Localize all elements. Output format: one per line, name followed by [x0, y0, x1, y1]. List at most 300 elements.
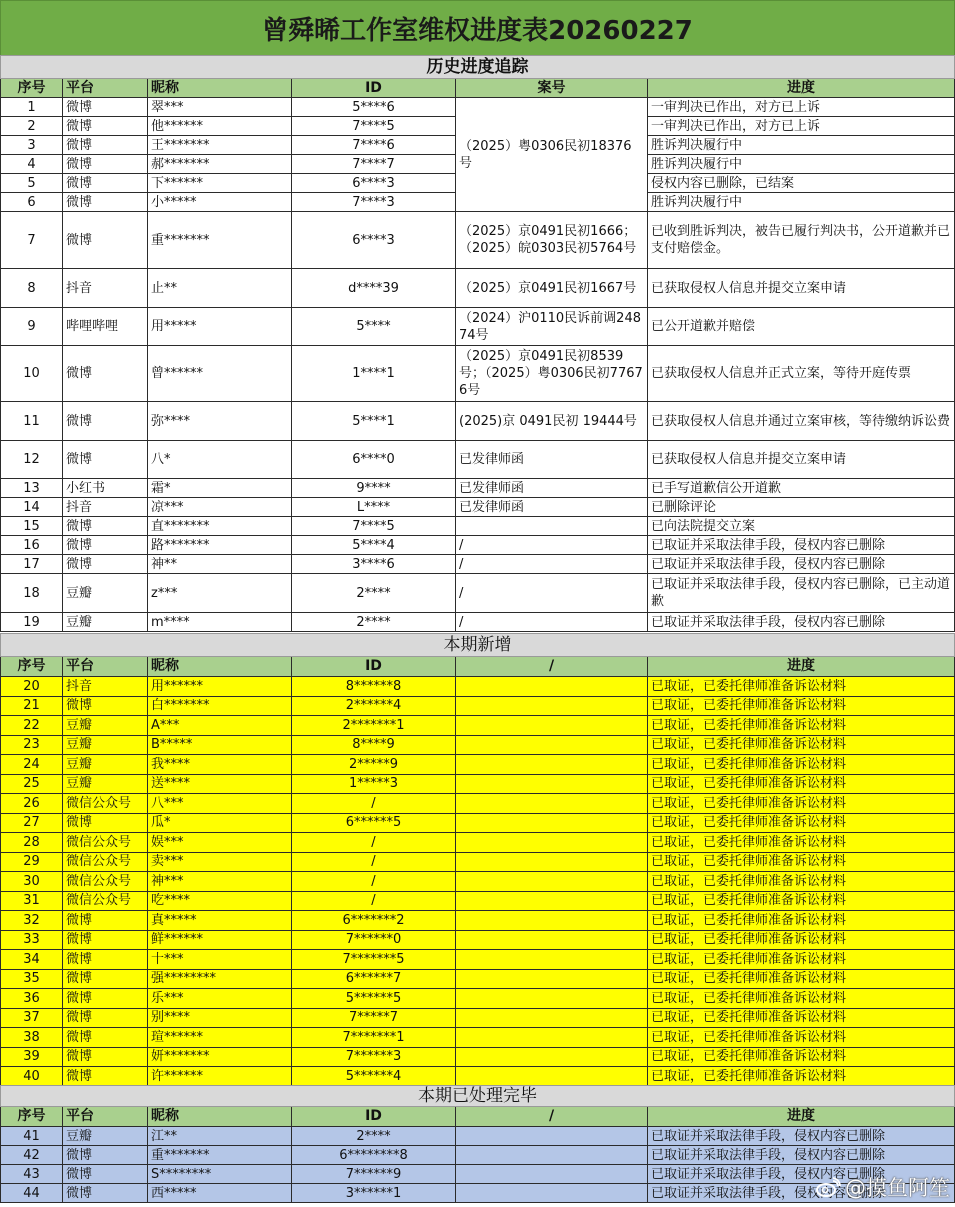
nickname-cell: 瑄****** [148, 1028, 292, 1048]
table-row [1, 1127, 955, 1146]
id-cell: d****39 [292, 269, 456, 308]
col-slash: / [456, 1107, 648, 1127]
row-number: 15 [1, 517, 63, 536]
row-number: 19 [1, 613, 63, 632]
nickname-cell: B***** [148, 735, 292, 755]
slash-cell [456, 989, 648, 1009]
nickname-cell: 别**** [148, 1008, 292, 1028]
progress-cell: 已取证并采取法律手段，侵权内容已删除 [648, 536, 955, 555]
slash-cell [456, 735, 648, 755]
slash-cell [456, 1165, 648, 1184]
row-number: 36 [1, 989, 63, 1009]
progress-cell: 已取证并采取法律手段，侵权内容已删除 [648, 1146, 955, 1165]
nickname-cell: 西***** [148, 1184, 292, 1203]
table-row [1, 346, 955, 402]
nickname-cell: 鲜****** [148, 930, 292, 950]
nickname-cell: 八* [148, 441, 292, 479]
slash-cell [456, 813, 648, 833]
progress-cell: 已公开道歉并赔偿 [648, 308, 955, 346]
done-table [0, 1085, 955, 1203]
progress-cell: 已取证，已委托律师准备诉讼材料 [648, 989, 955, 1009]
col-nickname: 昵称 [148, 79, 292, 98]
progress-cell: 已取证，已委托律师准备诉讼材料 [648, 774, 955, 794]
row-number: 12 [1, 441, 63, 479]
table-row [1, 911, 955, 931]
platform-cell: 微博 [63, 402, 148, 441]
case-number-cell: （2025）粤0306民初18376号 [456, 98, 648, 212]
platform-cell: 微博 [63, 1184, 148, 1203]
row-number: 16 [1, 536, 63, 555]
progress-cell: 已取证，已委托律师准备诉讼材料 [648, 872, 955, 892]
slash-cell [456, 950, 648, 970]
column-header-row [1, 657, 955, 677]
progress-cell: 已取证，已委托律师准备诉讼材料 [648, 1067, 955, 1087]
table-row [1, 536, 955, 555]
table-row [1, 735, 955, 755]
case-number-cell: （2025）京0491民初1666；（2025）皖0303民初5764号 [456, 212, 648, 269]
platform-cell: 微博 [63, 517, 148, 536]
table-row [1, 613, 955, 632]
id-cell: 7*******5 [292, 950, 456, 970]
col-platform: 平台 [63, 79, 148, 98]
platform-cell: 微博 [63, 696, 148, 716]
platform-cell: 豆瓣 [63, 755, 148, 775]
id-cell: 6********8 [292, 1146, 456, 1165]
id-cell: 3******1 [292, 1184, 456, 1203]
slash-cell [456, 1146, 648, 1165]
row-number: 3 [1, 136, 63, 155]
nickname-cell: 弥**** [148, 402, 292, 441]
progress-cell: 已取证，已委托律师准备诉讼材料 [648, 813, 955, 833]
platform-cell: 微博 [63, 1067, 148, 1087]
progress-cell: 已收到胜诉判决，被告已履行判决书，公开道歉并已支付赔偿金。 [648, 212, 955, 269]
id-cell: / [292, 852, 456, 872]
table-row [1, 1028, 955, 1048]
table-row [1, 833, 955, 853]
section-header-history [1, 56, 955, 79]
col-progress: 进度 [648, 1107, 955, 1127]
slash-cell [456, 794, 648, 814]
weibo-watermark [815, 1172, 950, 1202]
id-cell: 6*******2 [292, 911, 456, 931]
id-cell: 6****3 [292, 212, 456, 269]
platform-cell: 微信公众号 [63, 891, 148, 911]
platform-cell: 微博 [63, 1165, 148, 1184]
platform-cell: 微博 [63, 1146, 148, 1165]
case-number-cell: 已发律师函 [456, 479, 648, 498]
watermark-text: @摸鱼阿笙 [845, 1176, 950, 1200]
platform-cell: 豆瓣 [63, 774, 148, 794]
id-cell: 6******7 [292, 969, 456, 989]
section-header-new [1, 634, 955, 657]
nickname-cell: 妍******* [148, 1047, 292, 1067]
id-cell: 1****1 [292, 346, 456, 402]
id-cell: 2**** [292, 1127, 456, 1146]
id-cell: 5****4 [292, 536, 456, 555]
case-number-cell: （2024）沪0110民诉前调24874号 [456, 308, 648, 346]
table-row [1, 891, 955, 911]
nickname-cell: A*** [148, 716, 292, 736]
platform-cell: 微博 [63, 346, 148, 402]
row-number: 30 [1, 872, 63, 892]
platform-cell: 微博 [63, 441, 148, 479]
platform-cell: 抖音 [63, 498, 148, 517]
progress-cell: 胜诉判决履行中 [648, 136, 955, 155]
progress-cell: 已取证，已委托律师准备诉讼材料 [648, 833, 955, 853]
col-id: ID [292, 79, 456, 98]
progress-cell: 已取证，已委托律师准备诉讼材料 [648, 852, 955, 872]
platform-cell: 哔哩哔哩 [63, 308, 148, 346]
platform-cell: 微博 [63, 813, 148, 833]
nickname-cell: 瓜* [148, 813, 292, 833]
id-cell: 7****3 [292, 193, 456, 212]
table-row [1, 969, 955, 989]
progress-cell: 已获取侵权人信息并提交立案申请 [648, 269, 955, 308]
platform-cell: 豆瓣 [63, 716, 148, 736]
col-no: 序号 [1, 79, 63, 98]
slash-cell [456, 1067, 648, 1087]
progress-cell: 已获取侵权人信息并通过立案审核，等待缴纳诉讼费 [648, 402, 955, 441]
nickname-cell: 凉*** [148, 498, 292, 517]
nickname-cell: S******** [148, 1165, 292, 1184]
row-number: 27 [1, 813, 63, 833]
slash-cell [456, 696, 648, 716]
platform-cell: 微博 [63, 950, 148, 970]
nickname-cell: 许****** [148, 1067, 292, 1087]
progress-cell: 已取证并采取法律手段，侵权内容已删除 [648, 1184, 955, 1203]
nickname-cell: 曾****** [148, 346, 292, 402]
slash-cell [456, 677, 648, 697]
id-cell: 7*****7 [292, 1008, 456, 1028]
nickname-cell: 用***** [148, 308, 292, 346]
table-row [1, 402, 955, 441]
id-cell: 5****6 [292, 98, 456, 117]
progress-cell: 已取证，已委托律师准备诉讼材料 [648, 735, 955, 755]
id-cell: 7******0 [292, 930, 456, 950]
case-number-cell [456, 517, 648, 536]
progress-cell: 已向法院提交立案 [648, 517, 955, 536]
platform-cell: 微博 [63, 989, 148, 1009]
id-cell: 5****1 [292, 402, 456, 441]
row-number: 7 [1, 212, 63, 269]
progress-cell: 已删除评论 [648, 498, 955, 517]
row-number: 20 [1, 677, 63, 697]
id-cell: 7*******1 [292, 1028, 456, 1048]
table-row [1, 930, 955, 950]
slash-cell [456, 1028, 648, 1048]
table-row [1, 555, 955, 574]
nickname-cell: 强******** [148, 969, 292, 989]
slash-cell [456, 755, 648, 775]
progress-cell: 已取证，已委托律师准备诉讼材料 [648, 1028, 955, 1048]
nickname-cell: 路******* [148, 536, 292, 555]
id-cell: 2**** [292, 613, 456, 632]
platform-cell: 抖音 [63, 677, 148, 697]
id-cell: 2**** [292, 574, 456, 613]
col-platform: 平台 [63, 1107, 148, 1127]
platform-cell: 微博 [63, 930, 148, 950]
history-table [0, 55, 955, 632]
row-number: 17 [1, 555, 63, 574]
id-cell: 2*****9 [292, 755, 456, 775]
nickname-cell: 小***** [148, 193, 292, 212]
nickname-cell: 卖*** [148, 852, 292, 872]
row-number: 29 [1, 852, 63, 872]
weibo-logo-icon [815, 1177, 841, 1197]
platform-cell: 微信公众号 [63, 794, 148, 814]
id-cell: 8****9 [292, 735, 456, 755]
case-number-cell: 已发律师函 [456, 498, 648, 517]
col-id: ID [292, 1107, 456, 1127]
table-row [1, 1184, 955, 1203]
case-number-cell: / [456, 536, 648, 555]
nickname-cell: 王******* [148, 136, 292, 155]
nickname-cell: z*** [148, 574, 292, 613]
progress-cell: 已取证，已委托律师准备诉讼材料 [648, 677, 955, 697]
nickname-cell: 江** [148, 1127, 292, 1146]
nickname-cell: 送**** [148, 774, 292, 794]
row-number: 25 [1, 774, 63, 794]
platform-cell: 微博 [63, 555, 148, 574]
platform-cell: 微博 [63, 193, 148, 212]
row-number: 11 [1, 402, 63, 441]
progress-cell: 已取证，已委托律师准备诉讼材料 [648, 950, 955, 970]
progress-cell: 一审判决已作出，对方已上诉 [648, 117, 955, 136]
row-number: 37 [1, 1008, 63, 1028]
row-number: 32 [1, 911, 63, 931]
case-number-cell: / [456, 574, 648, 613]
section-title: 历史进度追踪 [1, 56, 955, 79]
table-row [1, 872, 955, 892]
id-cell: 7******9 [292, 1165, 456, 1184]
col-no: 序号 [1, 657, 63, 677]
nickname-cell: 吃**** [148, 891, 292, 911]
progress-cell: 已取证，已委托律师准备诉讼材料 [648, 755, 955, 775]
sheet-title: 曾舜晞工作室维权进度表20260227 [0, 0, 955, 56]
progress-cell: 一审判决已作出，对方已上诉 [648, 98, 955, 117]
nickname-cell: m**** [148, 613, 292, 632]
progress-cell: 已取证，已委托律师准备诉讼材料 [648, 911, 955, 931]
platform-cell: 豆瓣 [63, 574, 148, 613]
row-number: 8 [1, 269, 63, 308]
table-row [1, 212, 955, 269]
id-cell: 7****5 [292, 117, 456, 136]
slash-cell [456, 969, 648, 989]
case-number-cell: (2025)京 0491民初 19444号 [456, 402, 648, 441]
progress-cell: 侵权内容已删除，已结案 [648, 174, 955, 193]
platform-cell: 微博 [63, 174, 148, 193]
row-number: 4 [1, 155, 63, 174]
id-cell: 2*******1 [292, 716, 456, 736]
table-row [1, 989, 955, 1009]
nickname-cell: 止** [148, 269, 292, 308]
id-cell: 7******3 [292, 1047, 456, 1067]
table-row [1, 813, 955, 833]
nickname-cell: 郝******* [148, 155, 292, 174]
row-number: 24 [1, 755, 63, 775]
slash-cell [456, 911, 648, 931]
col-case-no: 案号 [456, 79, 648, 98]
row-number: 26 [1, 794, 63, 814]
progress-cell: 胜诉判决履行中 [648, 193, 955, 212]
table-row [1, 308, 955, 346]
slash-cell [456, 1127, 648, 1146]
nickname-cell: 重******* [148, 1146, 292, 1165]
id-cell: 6****0 [292, 441, 456, 479]
slash-cell [456, 716, 648, 736]
progress-cell: 胜诉判决履行中 [648, 155, 955, 174]
row-number: 42 [1, 1146, 63, 1165]
nickname-cell: 真***** [148, 911, 292, 931]
progress-cell: 已取证并采取法律手段，侵权内容已删除 [648, 1127, 955, 1146]
row-number: 5 [1, 174, 63, 193]
progress-cell: 已手写道歉信公开道歉 [648, 479, 955, 498]
row-number: 33 [1, 930, 63, 950]
col-nickname: 昵称 [148, 1107, 292, 1127]
table-row [1, 269, 955, 308]
platform-cell: 微博 [63, 212, 148, 269]
row-number: 28 [1, 833, 63, 853]
platform-cell: 微信公众号 [63, 833, 148, 853]
col-id: ID [292, 657, 456, 677]
platform-cell: 微博 [63, 155, 148, 174]
case-number-cell: / [456, 613, 648, 632]
progress-cell: 已取证并采取法律手段，侵权内容已删除 [648, 1165, 955, 1184]
slash-cell [456, 1184, 648, 1203]
platform-cell: 微博 [63, 98, 148, 117]
progress-cell: 已获取侵权人信息并正式立案，等待开庭传票 [648, 346, 955, 402]
table-row [1, 1146, 955, 1165]
slash-cell [456, 833, 648, 853]
row-number: 44 [1, 1184, 63, 1203]
col-slash: / [456, 657, 648, 677]
slash-cell [456, 774, 648, 794]
row-number: 39 [1, 1047, 63, 1067]
id-cell: / [292, 794, 456, 814]
case-number-cell: / [456, 555, 648, 574]
slash-cell [456, 891, 648, 911]
table-row [1, 574, 955, 613]
nickname-cell: 神** [148, 555, 292, 574]
platform-cell: 微博 [63, 969, 148, 989]
platform-cell: 微信公众号 [63, 872, 148, 892]
row-number: 10 [1, 346, 63, 402]
col-nickname: 昵称 [148, 657, 292, 677]
row-number: 40 [1, 1067, 63, 1087]
table-row [1, 498, 955, 517]
table-row [1, 677, 955, 697]
table-row [1, 755, 955, 775]
case-number-cell: （2025）京0491民初1667号 [456, 269, 648, 308]
progress-cell: 已取证，已委托律师准备诉讼材料 [648, 891, 955, 911]
slash-cell [456, 872, 648, 892]
row-number: 43 [1, 1165, 63, 1184]
progress-cell: 已取证并采取法律手段，侵权内容已删除 [648, 613, 955, 632]
id-cell: / [292, 891, 456, 911]
slash-cell [456, 1047, 648, 1067]
case-number-cell: 已发律师函 [456, 441, 648, 479]
platform-cell: 小红书 [63, 479, 148, 498]
nickname-cell: 乐*** [148, 989, 292, 1009]
col-platform: 平台 [63, 657, 148, 677]
column-header-row [1, 79, 955, 98]
id-cell: / [292, 872, 456, 892]
table-row [1, 1165, 955, 1184]
slash-cell [456, 1008, 648, 1028]
table-row [1, 441, 955, 479]
nickname-cell: 十*** [148, 950, 292, 970]
progress-cell: 已取证，已委托律师准备诉讼材料 [648, 794, 955, 814]
platform-cell: 微博 [63, 1047, 148, 1067]
id-cell: L**** [292, 498, 456, 517]
new-table [0, 633, 955, 1087]
col-progress: 进度 [648, 657, 955, 677]
progress-cell: 已取证并采取法律手段，侵权内容已删除，已主动道歉 [648, 574, 955, 613]
platform-cell: 微博 [63, 117, 148, 136]
progress-cell: 已取证并采取法律手段，侵权内容已删除 [648, 555, 955, 574]
row-number: 2 [1, 117, 63, 136]
nickname-cell: 我**** [148, 755, 292, 775]
section-header-done [1, 1086, 955, 1107]
row-number: 23 [1, 735, 63, 755]
table-row [1, 852, 955, 872]
id-cell: 3****6 [292, 555, 456, 574]
slash-cell [456, 852, 648, 872]
table-row [1, 696, 955, 716]
table-row [1, 950, 955, 970]
platform-cell: 豆瓣 [63, 735, 148, 755]
progress-cell: 已取证，已委托律师准备诉讼材料 [648, 930, 955, 950]
progress-cell: 已取证，已委托律师准备诉讼材料 [648, 969, 955, 989]
platform-cell: 微博 [63, 1008, 148, 1028]
id-cell: 8******8 [292, 677, 456, 697]
table-row [1, 794, 955, 814]
nickname-cell: 用****** [148, 677, 292, 697]
progress-cell: 已取证，已委托律师准备诉讼材料 [648, 696, 955, 716]
nickname-cell: 霜* [148, 479, 292, 498]
slash-cell [456, 930, 648, 950]
row-number: 18 [1, 574, 63, 613]
row-number: 35 [1, 969, 63, 989]
row-number: 41 [1, 1127, 63, 1146]
id-cell: 6******5 [292, 813, 456, 833]
nickname-cell: 直******* [148, 517, 292, 536]
table-row [1, 1067, 955, 1087]
section-title: 本期新增 [1, 634, 955, 657]
id-cell: 5******5 [292, 989, 456, 1009]
row-number: 38 [1, 1028, 63, 1048]
nickname-cell: 重******* [148, 212, 292, 269]
row-number: 1 [1, 98, 63, 117]
id-cell: 7****6 [292, 136, 456, 155]
row-number: 22 [1, 716, 63, 736]
table-row [1, 716, 955, 736]
nickname-cell: 下****** [148, 174, 292, 193]
table-row [1, 479, 955, 498]
row-number: 6 [1, 193, 63, 212]
row-number: 31 [1, 891, 63, 911]
platform-cell: 微博 [63, 1028, 148, 1048]
col-progress: 进度 [648, 79, 955, 98]
row-number: 14 [1, 498, 63, 517]
id-cell: 2******4 [292, 696, 456, 716]
section-title: 本期已处理完毕 [1, 1086, 955, 1107]
nickname-cell: 翠*** [148, 98, 292, 117]
platform-cell: 豆瓣 [63, 613, 148, 632]
id-cell: 5******4 [292, 1067, 456, 1087]
progress-cell: 已取证，已委托律师准备诉讼材料 [648, 1008, 955, 1028]
table-row [1, 1047, 955, 1067]
